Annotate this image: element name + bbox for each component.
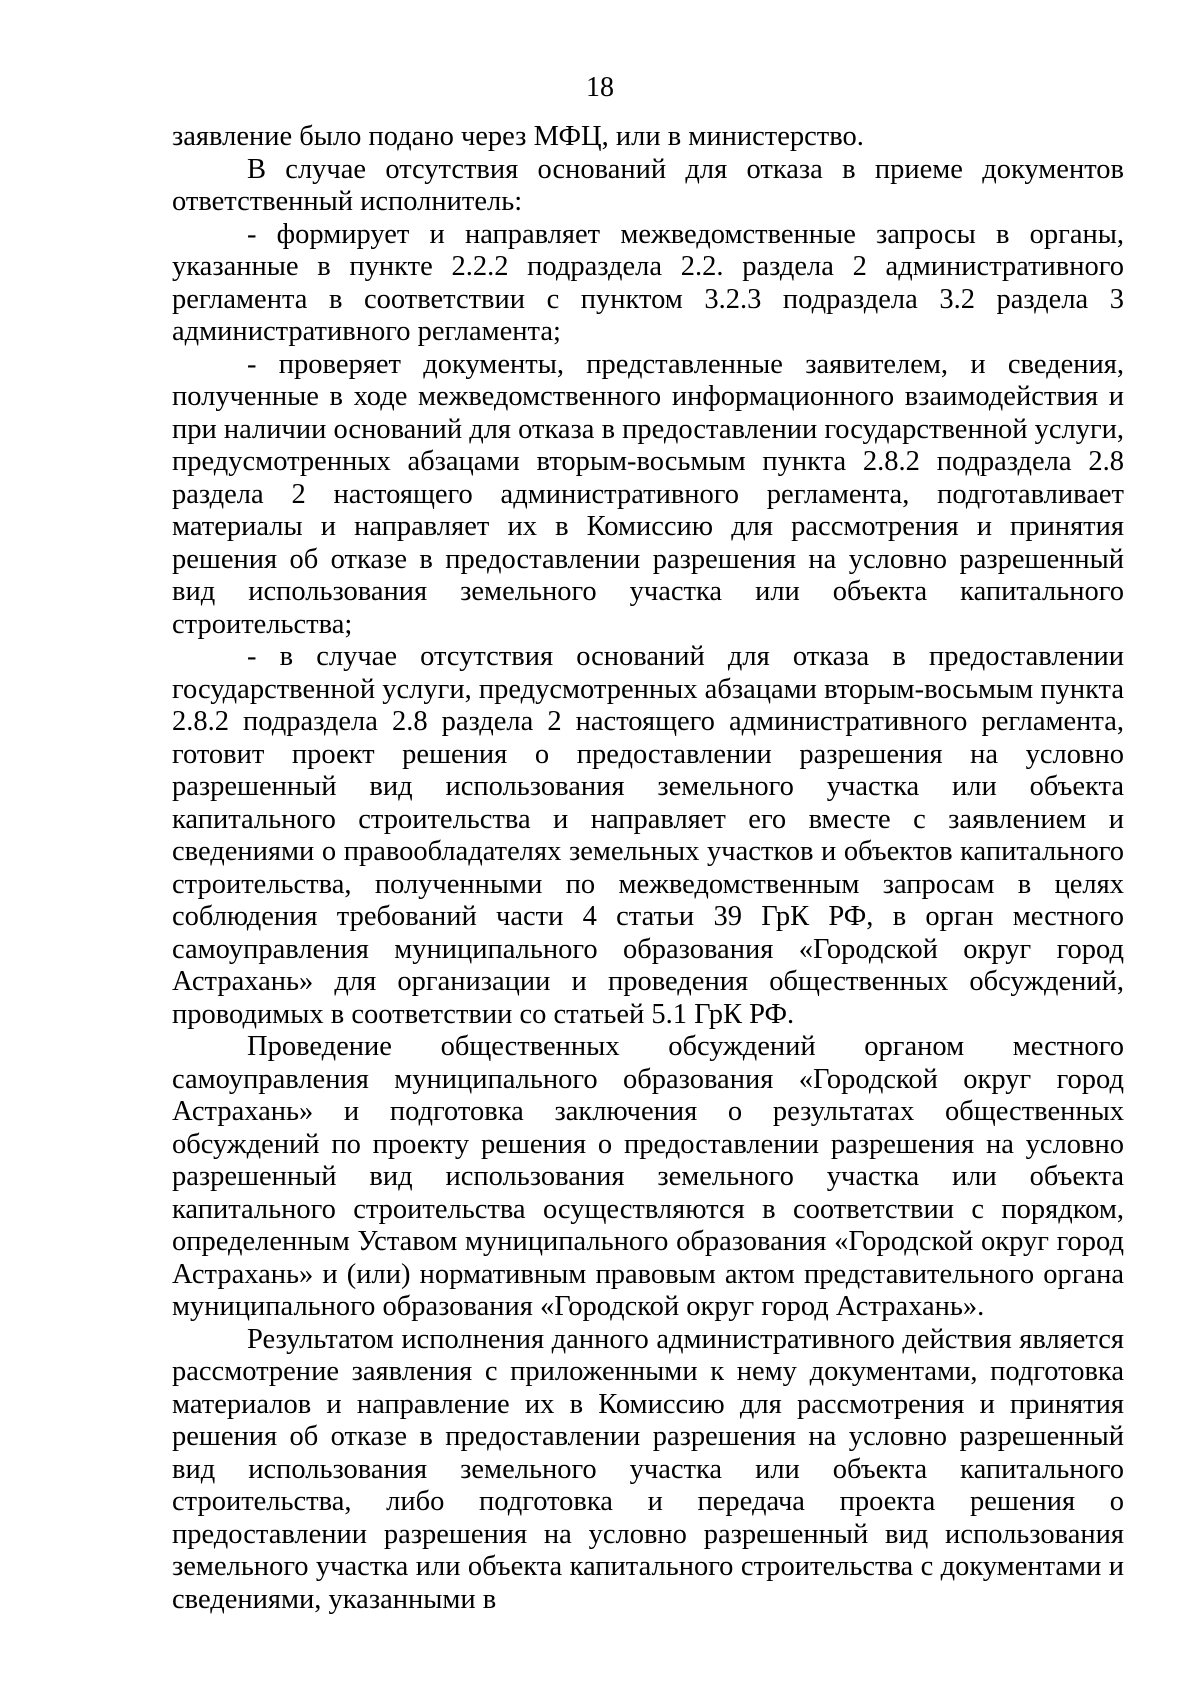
paragraph: Результатом исполнения данного административного действия является рассмотрение заявления с приложенными к нему документами, подготовка материалов и направление их в Комиссию для рассмотрения и принятия решения об отказе в предоставлении разрешения на условно разрешенный вид использования земельного участка или объекта капитального строительства, либо подготовка и передача проекта решения о предоставлении разрешения на условно разрешенный вид использования земельного участка или объекта капитального строительства с документами и сведениями, указанными в xyxy=(172,1323,1124,1615)
document-body xyxy=(172,121,1124,1616)
page-number: 18 xyxy=(586,72,614,103)
paragraph: В случае отсутствия оснований для отказа в приеме документов ответственный исполнитель: xyxy=(172,153,1124,217)
paragraph: заявление было подано через МФЦ, или в министерство. xyxy=(172,121,864,152)
paragraph: Проведение общественных обсуждений органом местного самоуправления муниципального образования «Городской округ город Астрахань» и подготовка заключения о результатах общественных обсуждений по проекту решения о предоставлении разрешения на условно разрешенный вид использования земельного участка или объекта капитального строительства осуществляются в соответствии с порядком, определенным Уставом муниципального образования «Городской округ город Астрахань» и (или) нормативным правовым актом представительного органа муниципального образования «Городской округ город Астрахань». xyxy=(172,1031,1124,1322)
list-item-paragraph: - формирует и направляет межведомственные запросы в органы, указанные в пункте 2.2.2 подраздела 2.2. раздела 2 административного регламента в соответствии с пунктом 3.2.3 подраздела 3.2 раздела 3 административного регламента; xyxy=(172,218,1124,347)
list-item-paragraph: - проверяет документы, представленные заявителем, и сведения, полученные в ходе межведомственного информационного взаимодействия и при наличии оснований для отказа в предоставлении государственной услуги, предусмотренных абзацами вторым-восьмым пункта 2.8.2 подраздела 2.8 раздела 2 настоящего административного регламента, подготавливает материалы и направляет их в Комиссию для рассмотрения и принятия решения об отказе в предоставлении разрешения на условно разрешенный вид использования земельного участка или объекта капитального строительства; xyxy=(172,348,1125,640)
list-item-paragraph: - в случае отсутствия оснований для отказа в предоставлении государственной услуги, предусмотренных абзацами вторым-восьмым пункта 2.8.2 подраздела 2.8 раздела 2 настоящего административного регламента, готовит проект решения о предоставлении разрешения на условно разрешенный вид использования земельного участка или объекта капитального строительства и направляет его вместе с заявлением и сведениями о правообладателях земельных участков и объектов капитального строительства, полученными по межведомственным запросам в целях соблюдения требований части 4 статьи 39 ГрК РФ, в орган местного самоуправления муниципального образования «Городской округ город Астрахань» для организации и проведения общественных обсуждений, проводимых в соответствии со статьей 5.1 ГрК РФ. xyxy=(172,641,1124,1030)
